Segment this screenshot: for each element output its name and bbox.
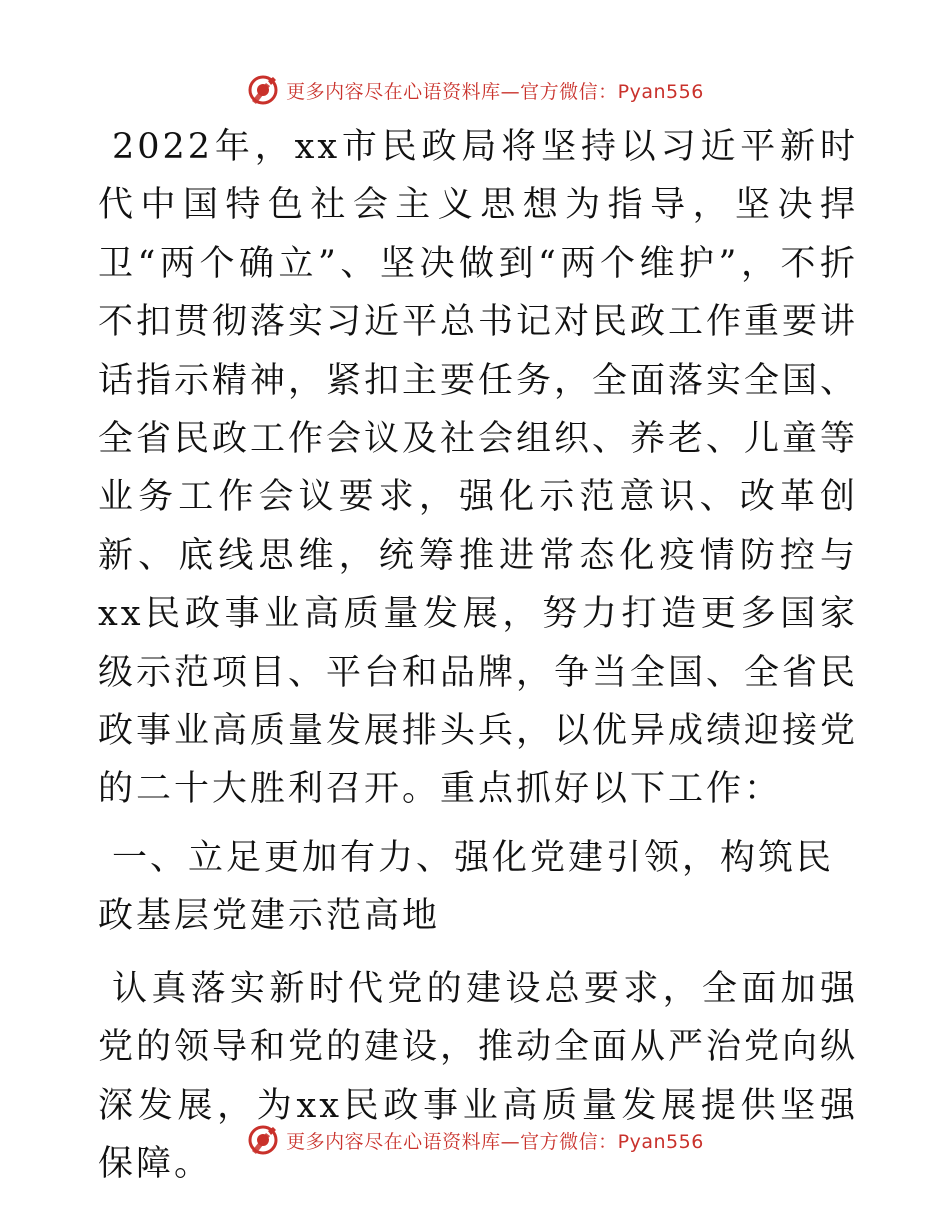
- footer-watermark: [0, 1120, 950, 1160]
- pen-seal-logo-icon: [246, 1123, 280, 1157]
- section-paragraph: 认真落实新时代党的建设总要求，全面加强党的领导和党的建设，推动全面从严治党向纵深发展，为xx民政事业高质量发展提供坚强保障。: [98, 968, 859, 1184]
- watermark-text: 更多内容尽在心语资料库—官方微信：Pyan556: [286, 1130, 704, 1153]
- header-watermark: [0, 70, 950, 110]
- document-body: [98, 118, 858, 1193]
- watermark-text: 更多内容尽在心语资料库—官方微信：Pyan556: [286, 80, 704, 103]
- section-heading: 一、立足更加有力、强化党建引领，构筑民政基层党建示范高地: [98, 837, 835, 937]
- intro-paragraph: 2022年，xx市民政局将坚持以习近平新时代中国特色社会主义思想为指导，坚决捍卫“两个确立”、坚决做到“两个维护”，不折不扣贯彻落实习近平总书记对民政工作重要讲话指示精神，紧扣主要任务，全面落实全国、全省民政工作会议及社会组织、养老、儿童等业务工作会议要求，强化示范意识、改革创新、底线思维，统筹推进常态化疫情防控与xx民政事业高质量发展，努力打造更多国家级示范项目、平台和品牌，争当全国、全省民政事业高质量发展排头兵，以优异成绩迎接党的二十大胜利召开。重点抓好以下工作：: [98, 127, 859, 810]
- pen-seal-logo-icon: [246, 73, 280, 107]
